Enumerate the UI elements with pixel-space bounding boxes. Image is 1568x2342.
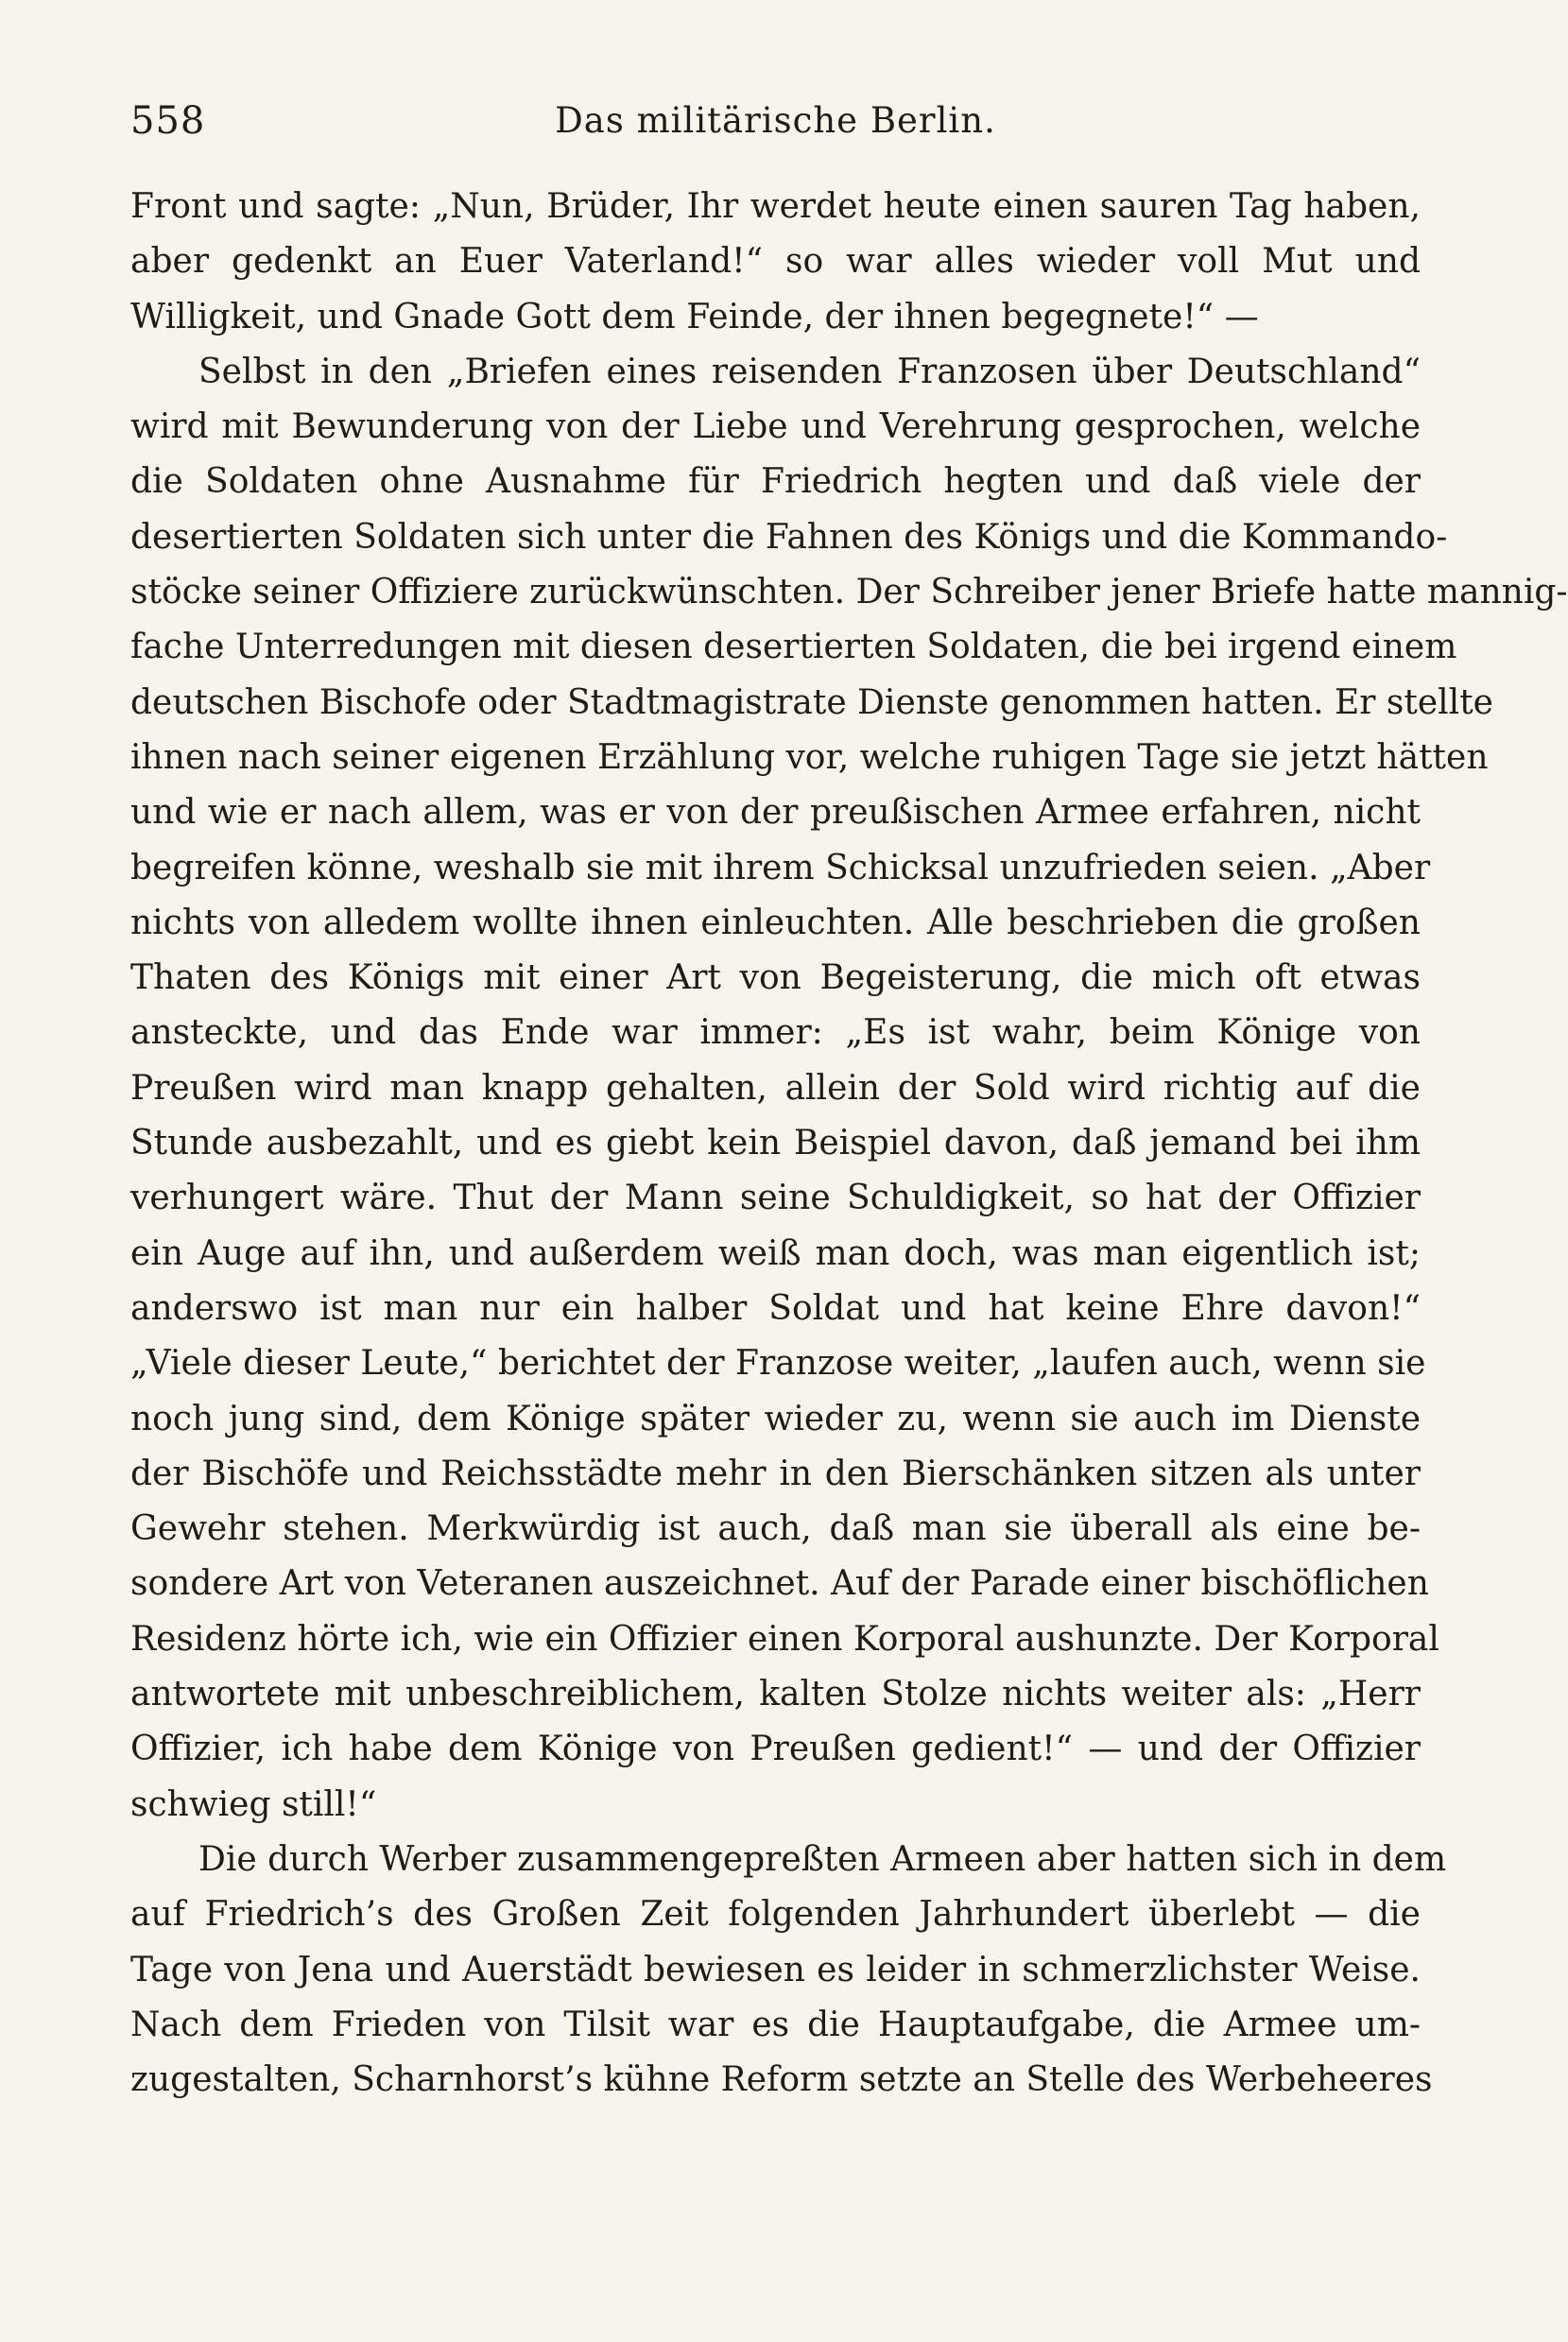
text-line: verhungert wäre. Thut der Mann seine Schuldigkeit, so hat der Offizier — [130, 1179, 1421, 1218]
text-line: begreifen könne, weshalb sie mit ihrem Schicksal unzufrieden seien. „Aber — [130, 848, 1431, 887]
text-line: Tage von Jena und Auerstädt bewiesen es leider in schmerzlichster Weise. — [130, 1950, 1421, 1989]
text-line: Front und sagte: „Nun, Brüder, Ihr werdet heute einen sauren Tag haben, — [130, 187, 1421, 226]
text-line: desertierten Soldaten sich unter die Fahnen des Königs und die Kommando- — [130, 517, 1448, 557]
text-line: Thaten des Königs mit einer Art von Begeisterung, die mich oft etwas — [130, 958, 1421, 998]
text-line: der Bischöfe und Reichsstädte mehr in den Bierschänken sitzen als unter — [130, 1454, 1421, 1493]
text-line: Preußen wird man knapp gehalten, allein der Sold wird richtig auf die — [130, 1068, 1421, 1108]
text-line: wird mit Bewunderung von der Liebe und Verehrung gesprochen, welche — [130, 407, 1421, 447]
text-line: schwieg still!“ — [130, 1784, 377, 1824]
text-line: zugestalten, Scharnhorst’s kühne Reform setzte an Stelle des Werbeheeres — [130, 2060, 1433, 2100]
text-line: fache Unterredungen mit diesen desertierten Soldaten, die bei irgend einem — [130, 628, 1457, 667]
text-line: auf Friedrich’s des Großen Zeit folgenden Jahrhundert überlebt — die — [130, 1895, 1421, 1935]
text-line: Offizier, ich habe dem Könige von Preußen gedient!“ — und der Offizier — [130, 1730, 1421, 1769]
text-line: Residenz hörte ich, wie ein Offizier einen Korporal aushunzte. Der Korporal — [130, 1619, 1439, 1659]
text-line: deutschen Bischofe oder Stadtmagistrate Dienste genommen hatten. Er stellte — [130, 682, 1493, 722]
text-line: „Viele dieser Leute,“ berichtet der Franzose weiter, „laufen auch, wenn sie — [130, 1344, 1426, 1384]
text-line: anderswo ist man nur ein halber Soldat und hat keine Ehre davon!“ — [130, 1288, 1421, 1328]
text-line: sondere Art von Veteranen auszeichnet. Auf der Parade einer bischöflichen — [130, 1564, 1429, 1604]
text-line: aber gedenkt an Euer Vaterland!“ so war alles wieder voll Mut und — [130, 242, 1421, 282]
text-line: Gewehr stehen. Merkwürdig ist auch, daß man sie überall als eine be- — [130, 1509, 1421, 1549]
text-line: Willigkeit, und Gnade Gott dem Feinde, der ihnen begegnete!“ — — [130, 297, 1259, 336]
text-line: ansteckte, und das Ende war immer: „Es ist wahr, beim Könige von — [130, 1013, 1421, 1053]
running-title: Das militärische Berlin. — [555, 100, 996, 141]
text-line: ihnen nach seiner eigenen Erzählung vor, welche ruhigen Tage sie jetzt hätten — [130, 737, 1489, 777]
text-line: antwortete mit unbeschreiblichem, kalten Stolze nichts weiter als: „Herr — [130, 1675, 1421, 1714]
text-line: nichts von alledem wollte ihnen einleuchten. Alle beschrieben die großen — [130, 903, 1421, 942]
page-header — [130, 93, 1421, 149]
text-line: die Soldaten ohne Ausnahme für Friedrich hegten und daß viele der — [130, 462, 1421, 502]
text-line: noch jung sind, dem Könige später wieder zu, wenn sie auch im Dienste — [130, 1399, 1421, 1438]
text-line: und wie er nach allem, was er von der preußischen Armee erfahren, nicht — [130, 793, 1421, 833]
text-line: Nach dem Frieden von Tilsit war es die Hauptaufgabe, die Armee um- — [130, 2005, 1421, 2044]
text-line: ein Auge auf ihn, und außerdem weiß man doch, was man eigentlich ist; — [130, 1233, 1421, 1273]
body-text — [130, 180, 1568, 2108]
text-line: Selbst in den „Briefen eines reisenden Franzosen über Deutschland“ — [198, 352, 1421, 391]
text-line: stöcke seiner Offiziere zurückwünschten. Der Schreiber jener Briefe hatte mannig- — [130, 573, 1568, 612]
page-number: 558 — [130, 99, 206, 143]
text-line: Die durch Werber zusammengepreßten Armeen aber hatten sich in dem — [198, 1839, 1447, 1879]
text-line: Stunde ausbezahlt, und es giebt kein Beispiel davon, daß jemand bei ihm — [130, 1124, 1421, 1163]
